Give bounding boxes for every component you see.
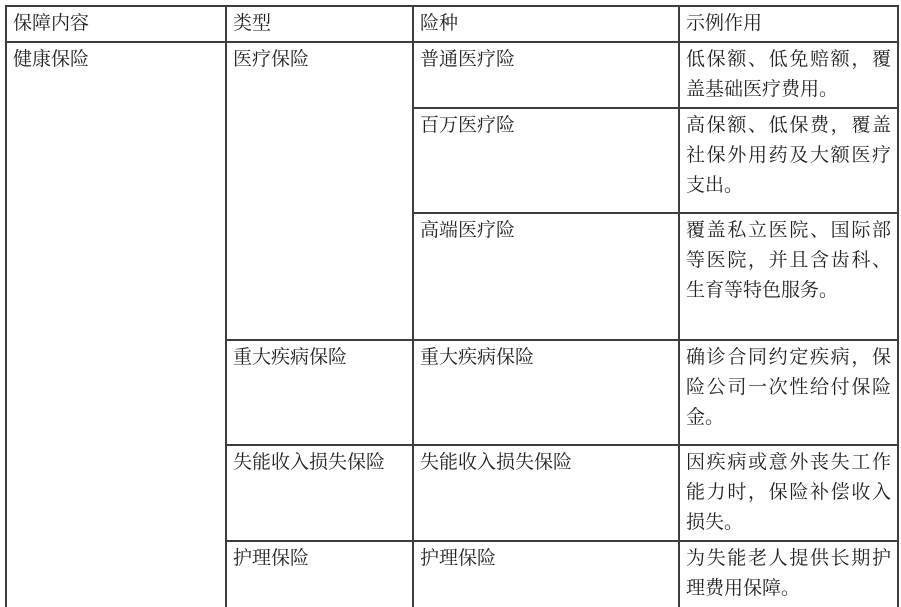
effect-cell: 因疾病或意外丧失工作能力时，保险补偿收入损失。 bbox=[679, 445, 898, 541]
header-cell-coverage: 保障内容 bbox=[6, 6, 226, 42]
header-cell-effect: 示例作用 bbox=[679, 6, 898, 42]
effect-cell: 为失能老人提供长期护理费用保障。 bbox=[679, 541, 898, 607]
product-cell: 护理保险 bbox=[413, 541, 679, 607]
product-cell: 高端医疗险 bbox=[413, 213, 679, 340]
product-cell: 重大疾病保险 bbox=[413, 340, 679, 445]
table-header-row bbox=[6, 6, 898, 42]
type-cell-medical: 医疗保险 bbox=[226, 42, 413, 340]
type-cell-critical-illness: 重大疾病保险 bbox=[226, 340, 413, 445]
header-cell-type: 类型 bbox=[226, 6, 413, 42]
header-cell-product: 险种 bbox=[413, 6, 679, 42]
type-cell-long-term-care: 护理保险 bbox=[226, 541, 413, 607]
product-cell: 失能收入损失保险 bbox=[413, 445, 679, 541]
effect-cell: 低保额、低免赔额，覆盖基础医疗费用。 bbox=[679, 42, 898, 108]
effect-cell: 覆盖私立医院、国际部等医院，并且含齿科、生育等特色服务。 bbox=[679, 213, 898, 340]
effect-cell: 高保额、低保费，覆盖社保外用药及大额医疗支出。 bbox=[679, 108, 898, 213]
product-cell: 百万医疗险 bbox=[413, 108, 679, 213]
type-cell-disability-income: 失能收入损失保险 bbox=[226, 445, 413, 541]
product-cell: 普通医疗险 bbox=[413, 42, 679, 108]
health-insurance-table bbox=[5, 5, 899, 607]
table-row bbox=[6, 42, 898, 108]
coverage-cell: 健康保险 bbox=[6, 42, 226, 607]
effect-cell: 确诊合同约定疾病，保险公司一次性给付保险金。 bbox=[679, 340, 898, 445]
